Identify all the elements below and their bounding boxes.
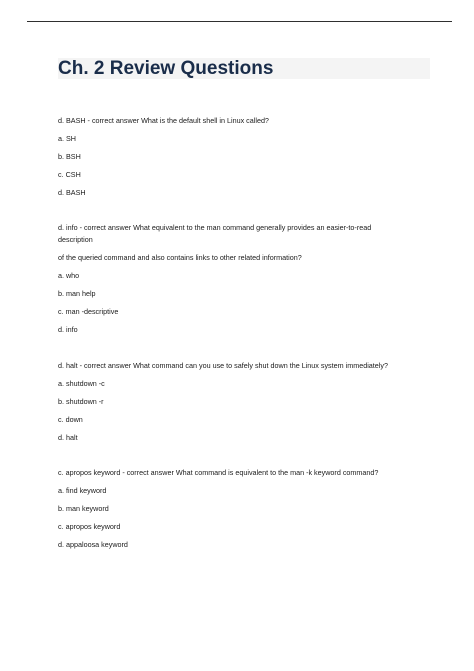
question-1-text: d. BASH - correct answer What is the default shell in Linux called? [58, 116, 269, 125]
question-2-text-line-2: description [58, 235, 93, 244]
header-rule [27, 21, 452, 22]
question-1-option-a: a. SH [58, 134, 76, 143]
question-4-option-c: c. apropos keyword [58, 522, 121, 531]
question-4-text: c. apropos keyword - correct answer What command is equivalent to the man -k keyword command? [58, 468, 379, 477]
question-3-option-b: b. shutdown -r [58, 397, 104, 406]
question-2-option-a: a. who [58, 271, 80, 280]
question-3-option-c: c. down [58, 415, 83, 424]
question-1-option-c: c. CSH [58, 170, 81, 179]
question-2-text-line-1: d. info - correct answer What equivalent to the man command generally provides an easier-to-read [58, 223, 372, 232]
question-2-text-line-3: of the queried command and also contains links to other related information? [58, 253, 302, 262]
question-3-option-d: d. halt [58, 433, 78, 442]
question-2-option-c: c. man -descriptive [58, 307, 119, 316]
question-4-option-b: b. man keyword [58, 504, 109, 513]
question-2-option-b: b. man help [58, 289, 96, 298]
question-1-option-b: b. BSH [58, 152, 81, 161]
page-title: Ch. 2 Review Questions [58, 58, 274, 79]
question-2-option-d: d. info [58, 325, 78, 334]
question-1-option-d: d. BASH [58, 188, 86, 197]
question-3-text: d. halt - correct answer What command can you use to safely shut down the Linux system immediately? [58, 361, 388, 370]
question-4-option-d: d. appaloosa keyword [58, 540, 128, 549]
question-4-option-a: a. find keyword [58, 486, 107, 495]
question-3-option-a: a. shutdown -c [58, 379, 105, 388]
